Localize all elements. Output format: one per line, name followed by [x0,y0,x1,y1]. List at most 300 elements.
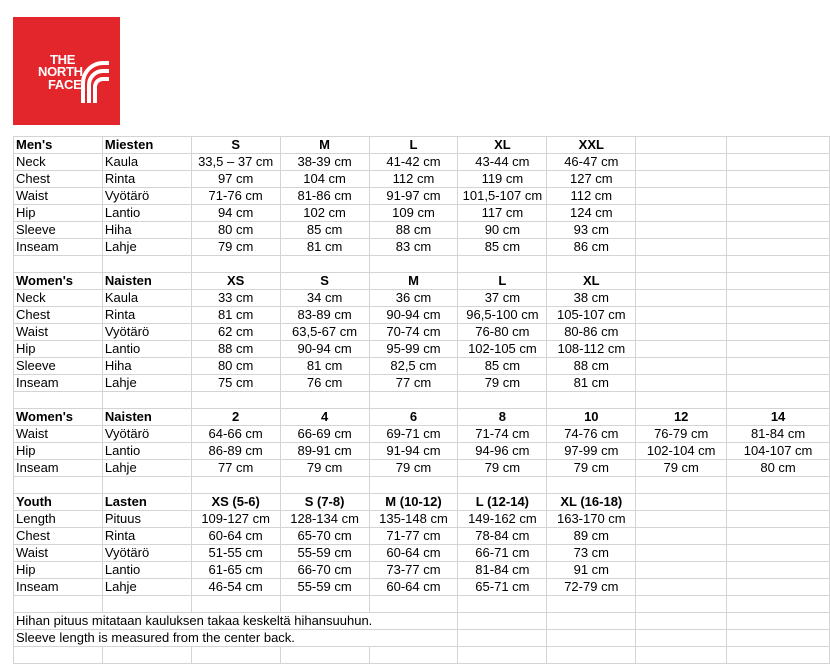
empty-cell [102,392,191,409]
measure-label-en: Inseam [14,579,103,596]
table-row [14,358,830,375]
size-value [636,562,727,579]
empty-cell [636,630,727,647]
size-value: 43-44 cm [458,154,547,171]
size-value [636,205,727,222]
empty-cell [547,392,636,409]
logo-word-1: THE [50,52,76,67]
empty-cell [458,630,547,647]
size-value [727,511,830,528]
size-value: 109-127 cm [191,511,280,528]
size-value [636,375,727,392]
size-value [727,205,830,222]
section-title: Lasten [102,494,191,511]
table-row [14,511,830,528]
empty-cell [191,392,280,409]
measure-label-en: Chest [14,307,103,324]
measure-label-en: Hip [14,341,103,358]
size-value: 102-104 cm [636,443,727,460]
table-row [14,239,830,256]
size-value: 63,5-67 cm [280,324,369,341]
section-title: Men's [14,137,103,154]
size-value [727,358,830,375]
size-header: M [280,137,369,154]
table-row [14,545,830,562]
size-value: 79 cm [636,460,727,477]
size-value: 61-65 cm [191,562,280,579]
size-value: 77 cm [369,375,458,392]
size-value [636,528,727,545]
measure-label-en: Chest [14,171,103,188]
measure-label-fi: Rinta [102,528,191,545]
size-header: M [369,273,458,290]
size-value: 81 cm [280,358,369,375]
size-header [636,273,727,290]
measure-label-fi: Lahje [102,579,191,596]
measure-label-en: Length [14,511,103,528]
size-header: XL [547,273,636,290]
size-header: M (10-12) [369,494,458,511]
note-row [14,630,830,647]
table-row [14,579,830,596]
size-value: 46-47 cm [547,154,636,171]
measure-label-fi: Lahje [102,375,191,392]
size-value: 101,5-107 cm [458,188,547,205]
size-value: 33,5 – 37 cm [191,154,280,171]
empty-cell [458,392,547,409]
size-value: 73-77 cm [369,562,458,579]
measure-label-en: Waist [14,324,103,341]
size-value: 79 cm [547,460,636,477]
measure-label-en: Neck [14,290,103,307]
table-row [14,222,830,239]
spacer-row [14,647,830,664]
size-value: 65-70 cm [280,528,369,545]
size-value [636,171,727,188]
size-value: 102 cm [280,205,369,222]
size-chart [13,136,830,664]
size-header: S (7-8) [280,494,369,511]
size-value: 64-66 cm [191,426,280,443]
section-title: Miesten [102,137,191,154]
table-row [14,188,830,205]
size-value: 60-64 cm [191,528,280,545]
size-value [636,511,727,528]
size-value: 90 cm [458,222,547,239]
size-value: 46-54 cm [191,579,280,596]
size-value: 79 cm [369,460,458,477]
size-value [636,154,727,171]
size-value: 135-148 cm [369,511,458,528]
size-value: 71-77 cm [369,528,458,545]
empty-cell [280,647,369,664]
measure-label-en: Sleeve [14,222,103,239]
size-header: 6 [369,409,458,426]
size-value: 108-112 cm [547,341,636,358]
empty-cell [636,256,727,273]
size-value: 62 cm [191,324,280,341]
size-value: 33 cm [191,290,280,307]
empty-cell [547,256,636,273]
size-value: 105-107 cm [547,307,636,324]
measure-label-fi: Hiha [102,222,191,239]
size-header: XS (5-6) [191,494,280,511]
section-title: Youth [14,494,103,511]
measure-label-en: Chest [14,528,103,545]
empty-cell [727,613,830,630]
size-value: 96,5-100 cm [458,307,547,324]
size-value: 78-84 cm [458,528,547,545]
size-value: 38-39 cm [280,154,369,171]
empty-cell [458,477,547,494]
size-header: 14 [727,409,830,426]
measure-label-fi: Rinta [102,307,191,324]
empty-cell [369,477,458,494]
size-value: 69-71 cm [369,426,458,443]
size-value: 83 cm [369,239,458,256]
size-header [727,273,830,290]
size-value: 79 cm [458,460,547,477]
size-value [727,290,830,307]
size-header [727,494,830,511]
size-value: 41-42 cm [369,154,458,171]
measure-label-en: Hip [14,443,103,460]
size-value: 124 cm [547,205,636,222]
size-value [727,171,830,188]
size-value [636,341,727,358]
size-header: L [369,137,458,154]
table-row [14,154,830,171]
section-title: Naisten [102,273,191,290]
size-value: 55-59 cm [280,545,369,562]
size-header: XL [458,137,547,154]
size-value: 66-71 cm [458,545,547,562]
measure-label-en: Hip [14,562,103,579]
size-header [636,494,727,511]
size-value [727,324,830,341]
size-value [727,222,830,239]
size-chart-table [13,136,830,664]
empty-cell [369,392,458,409]
size-value: 66-69 cm [280,426,369,443]
size-value [727,528,830,545]
size-value [636,307,727,324]
size-value: 88 cm [191,341,280,358]
size-value: 163-170 cm [547,511,636,528]
size-value: 76-79 cm [636,426,727,443]
size-value: 117 cm [458,205,547,222]
size-value: 73 cm [547,545,636,562]
empty-cell [280,477,369,494]
measure-label-fi: Kaula [102,154,191,171]
empty-cell [102,647,191,664]
table-row [14,290,830,307]
size-value: 89 cm [547,528,636,545]
size-value: 70-74 cm [369,324,458,341]
size-header: XXL [547,137,636,154]
empty-cell [727,392,830,409]
size-value: 86 cm [547,239,636,256]
size-value: 71-76 cm [191,188,280,205]
size-value: 91-94 cm [369,443,458,460]
size-value: 81-84 cm [727,426,830,443]
measure-label-fi: Lantio [102,443,191,460]
size-value: 102-105 cm [458,341,547,358]
empty-cell [369,647,458,664]
size-value [727,154,830,171]
size-value: 60-64 cm [369,579,458,596]
measure-label-fi: Lahje [102,460,191,477]
empty-cell [458,596,547,613]
size-header: L (12-14) [458,494,547,511]
size-value: 128-134 cm [280,511,369,528]
empty-cell [191,256,280,273]
section-header-row [14,409,830,426]
size-header [636,137,727,154]
note-text: Sleeve length is measured from the center back. [14,630,458,647]
empty-cell [14,392,103,409]
measure-label-fi: Lantio [102,205,191,222]
size-value: 37 cm [458,290,547,307]
empty-cell [14,477,103,494]
measure-label-en: Neck [14,154,103,171]
spacer-row [14,392,830,409]
table-row [14,375,830,392]
size-header [727,137,830,154]
size-value: 97 cm [191,171,280,188]
size-value [636,324,727,341]
size-header: 12 [636,409,727,426]
size-value: 90-94 cm [280,341,369,358]
size-header: 8 [458,409,547,426]
measure-label-en: Waist [14,426,103,443]
size-value: 80 cm [191,358,280,375]
measure-label-en: Sleeve [14,358,103,375]
size-value: 97-99 cm [547,443,636,460]
size-value: 82,5 cm [369,358,458,375]
section-title: Women's [14,409,103,426]
measure-label-en: Inseam [14,375,103,392]
size-value: 88 cm [369,222,458,239]
empty-cell [102,477,191,494]
empty-cell [191,647,280,664]
section-title: Naisten [102,409,191,426]
empty-cell [458,647,547,664]
measure-label-fi: Kaula [102,290,191,307]
empty-cell [727,596,830,613]
logo-word-3: FACE [48,77,82,92]
size-value: 95-99 cm [369,341,458,358]
section-title: Women's [14,273,103,290]
size-value [636,290,727,307]
empty-cell [191,596,280,613]
table-row [14,443,830,460]
size-header: 4 [280,409,369,426]
size-header: S [191,137,280,154]
size-value [636,358,727,375]
empty-cell [547,596,636,613]
measure-label-en: Waist [14,545,103,562]
size-value: 36 cm [369,290,458,307]
size-value: 81 cm [191,307,280,324]
size-value: 85 cm [458,358,547,375]
size-value: 65-71 cm [458,579,547,596]
size-value: 81 cm [280,239,369,256]
empty-cell [458,613,547,630]
size-value: 93 cm [547,222,636,239]
size-value [727,341,830,358]
size-value: 104-107 cm [727,443,830,460]
empty-cell [280,596,369,613]
empty-cell [14,256,103,273]
size-value: 104 cm [280,171,369,188]
size-value [636,579,727,596]
size-value: 60-64 cm [369,545,458,562]
measure-label-fi: Vyötärö [102,188,191,205]
size-value: 76 cm [280,375,369,392]
size-value: 149-162 cm [458,511,547,528]
size-header: XS [191,273,280,290]
size-header: XL (16-18) [547,494,636,511]
table-row [14,171,830,188]
table-row [14,205,830,222]
size-header: 2 [191,409,280,426]
size-value: 79 cm [191,239,280,256]
size-value: 112 cm [369,171,458,188]
empty-cell [727,630,830,647]
empty-cell [369,256,458,273]
empty-cell [369,596,458,613]
table-row [14,460,830,477]
size-header: L [458,273,547,290]
size-value: 94 cm [191,205,280,222]
size-value [636,239,727,256]
empty-cell [191,477,280,494]
table-row [14,307,830,324]
empty-cell [727,256,830,273]
north-face-logo [13,17,120,125]
size-value [727,239,830,256]
size-value [727,579,830,596]
empty-cell [547,630,636,647]
size-value: 86-89 cm [191,443,280,460]
empty-cell [547,647,636,664]
note-text: Hihan pituus mitataan kauluksen takaa keskeltä hihansuuhun. [14,613,458,630]
empty-cell [458,256,547,273]
section-header-row [14,137,830,154]
section-header-row [14,273,830,290]
size-value: 72-79 cm [547,579,636,596]
empty-cell [14,647,103,664]
size-value: 76-80 cm [458,324,547,341]
size-value: 51-55 cm [191,545,280,562]
size-value: 91 cm [547,562,636,579]
size-value [727,307,830,324]
table-row [14,528,830,545]
logo-word-2: NORTH [38,64,83,79]
empty-cell [547,613,636,630]
measure-label-fi: Lantio [102,562,191,579]
table-row [14,324,830,341]
empty-cell [102,596,191,613]
size-value: 74-76 cm [547,426,636,443]
size-value: 80-86 cm [547,324,636,341]
measure-label-fi: Vyötärö [102,545,191,562]
measure-label-fi: Pituus [102,511,191,528]
size-value: 71-74 cm [458,426,547,443]
table-row [14,562,830,579]
size-value [636,545,727,562]
size-value: 85 cm [280,222,369,239]
size-value: 75 cm [191,375,280,392]
section-header-row [14,494,830,511]
empty-cell [636,647,727,664]
size-value: 85 cm [458,239,547,256]
empty-cell [636,477,727,494]
table-row [14,341,830,358]
size-value: 34 cm [280,290,369,307]
size-value: 79 cm [458,375,547,392]
size-value: 90-94 cm [369,307,458,324]
size-value [727,188,830,205]
empty-cell [102,256,191,273]
spacer-row [14,596,830,613]
size-value: 112 cm [547,188,636,205]
measure-label-en: Inseam [14,460,103,477]
empty-cell [636,392,727,409]
size-value: 38 cm [547,290,636,307]
empty-cell [280,392,369,409]
size-value: 79 cm [280,460,369,477]
empty-cell [547,477,636,494]
spacer-row [14,256,830,273]
size-value [636,222,727,239]
size-value: 88 cm [547,358,636,375]
empty-cell [280,256,369,273]
measure-label-fi: Rinta [102,171,191,188]
measure-label-en: Inseam [14,239,103,256]
table-row [14,426,830,443]
size-value: 80 cm [727,460,830,477]
size-value: 66-70 cm [280,562,369,579]
measure-label-fi: Vyötärö [102,426,191,443]
size-value: 89-91 cm [280,443,369,460]
note-row [14,613,830,630]
size-value: 55-59 cm [280,579,369,596]
empty-cell [727,477,830,494]
size-value: 80 cm [191,222,280,239]
size-value: 81-86 cm [280,188,369,205]
size-value: 94-96 cm [458,443,547,460]
size-value [727,562,830,579]
empty-cell [636,596,727,613]
empty-cell [727,647,830,664]
size-value [636,188,727,205]
size-value: 77 cm [191,460,280,477]
measure-label-fi: Lantio [102,341,191,358]
measure-label-en: Waist [14,188,103,205]
measure-label-en: Hip [14,205,103,222]
measure-label-fi: Hiha [102,358,191,375]
size-value [727,545,830,562]
size-value: 109 cm [369,205,458,222]
spacer-row [14,477,830,494]
empty-cell [636,613,727,630]
size-header: 10 [547,409,636,426]
size-value: 91-97 cm [369,188,458,205]
size-value: 83-89 cm [280,307,369,324]
measure-label-fi: Lahje [102,239,191,256]
